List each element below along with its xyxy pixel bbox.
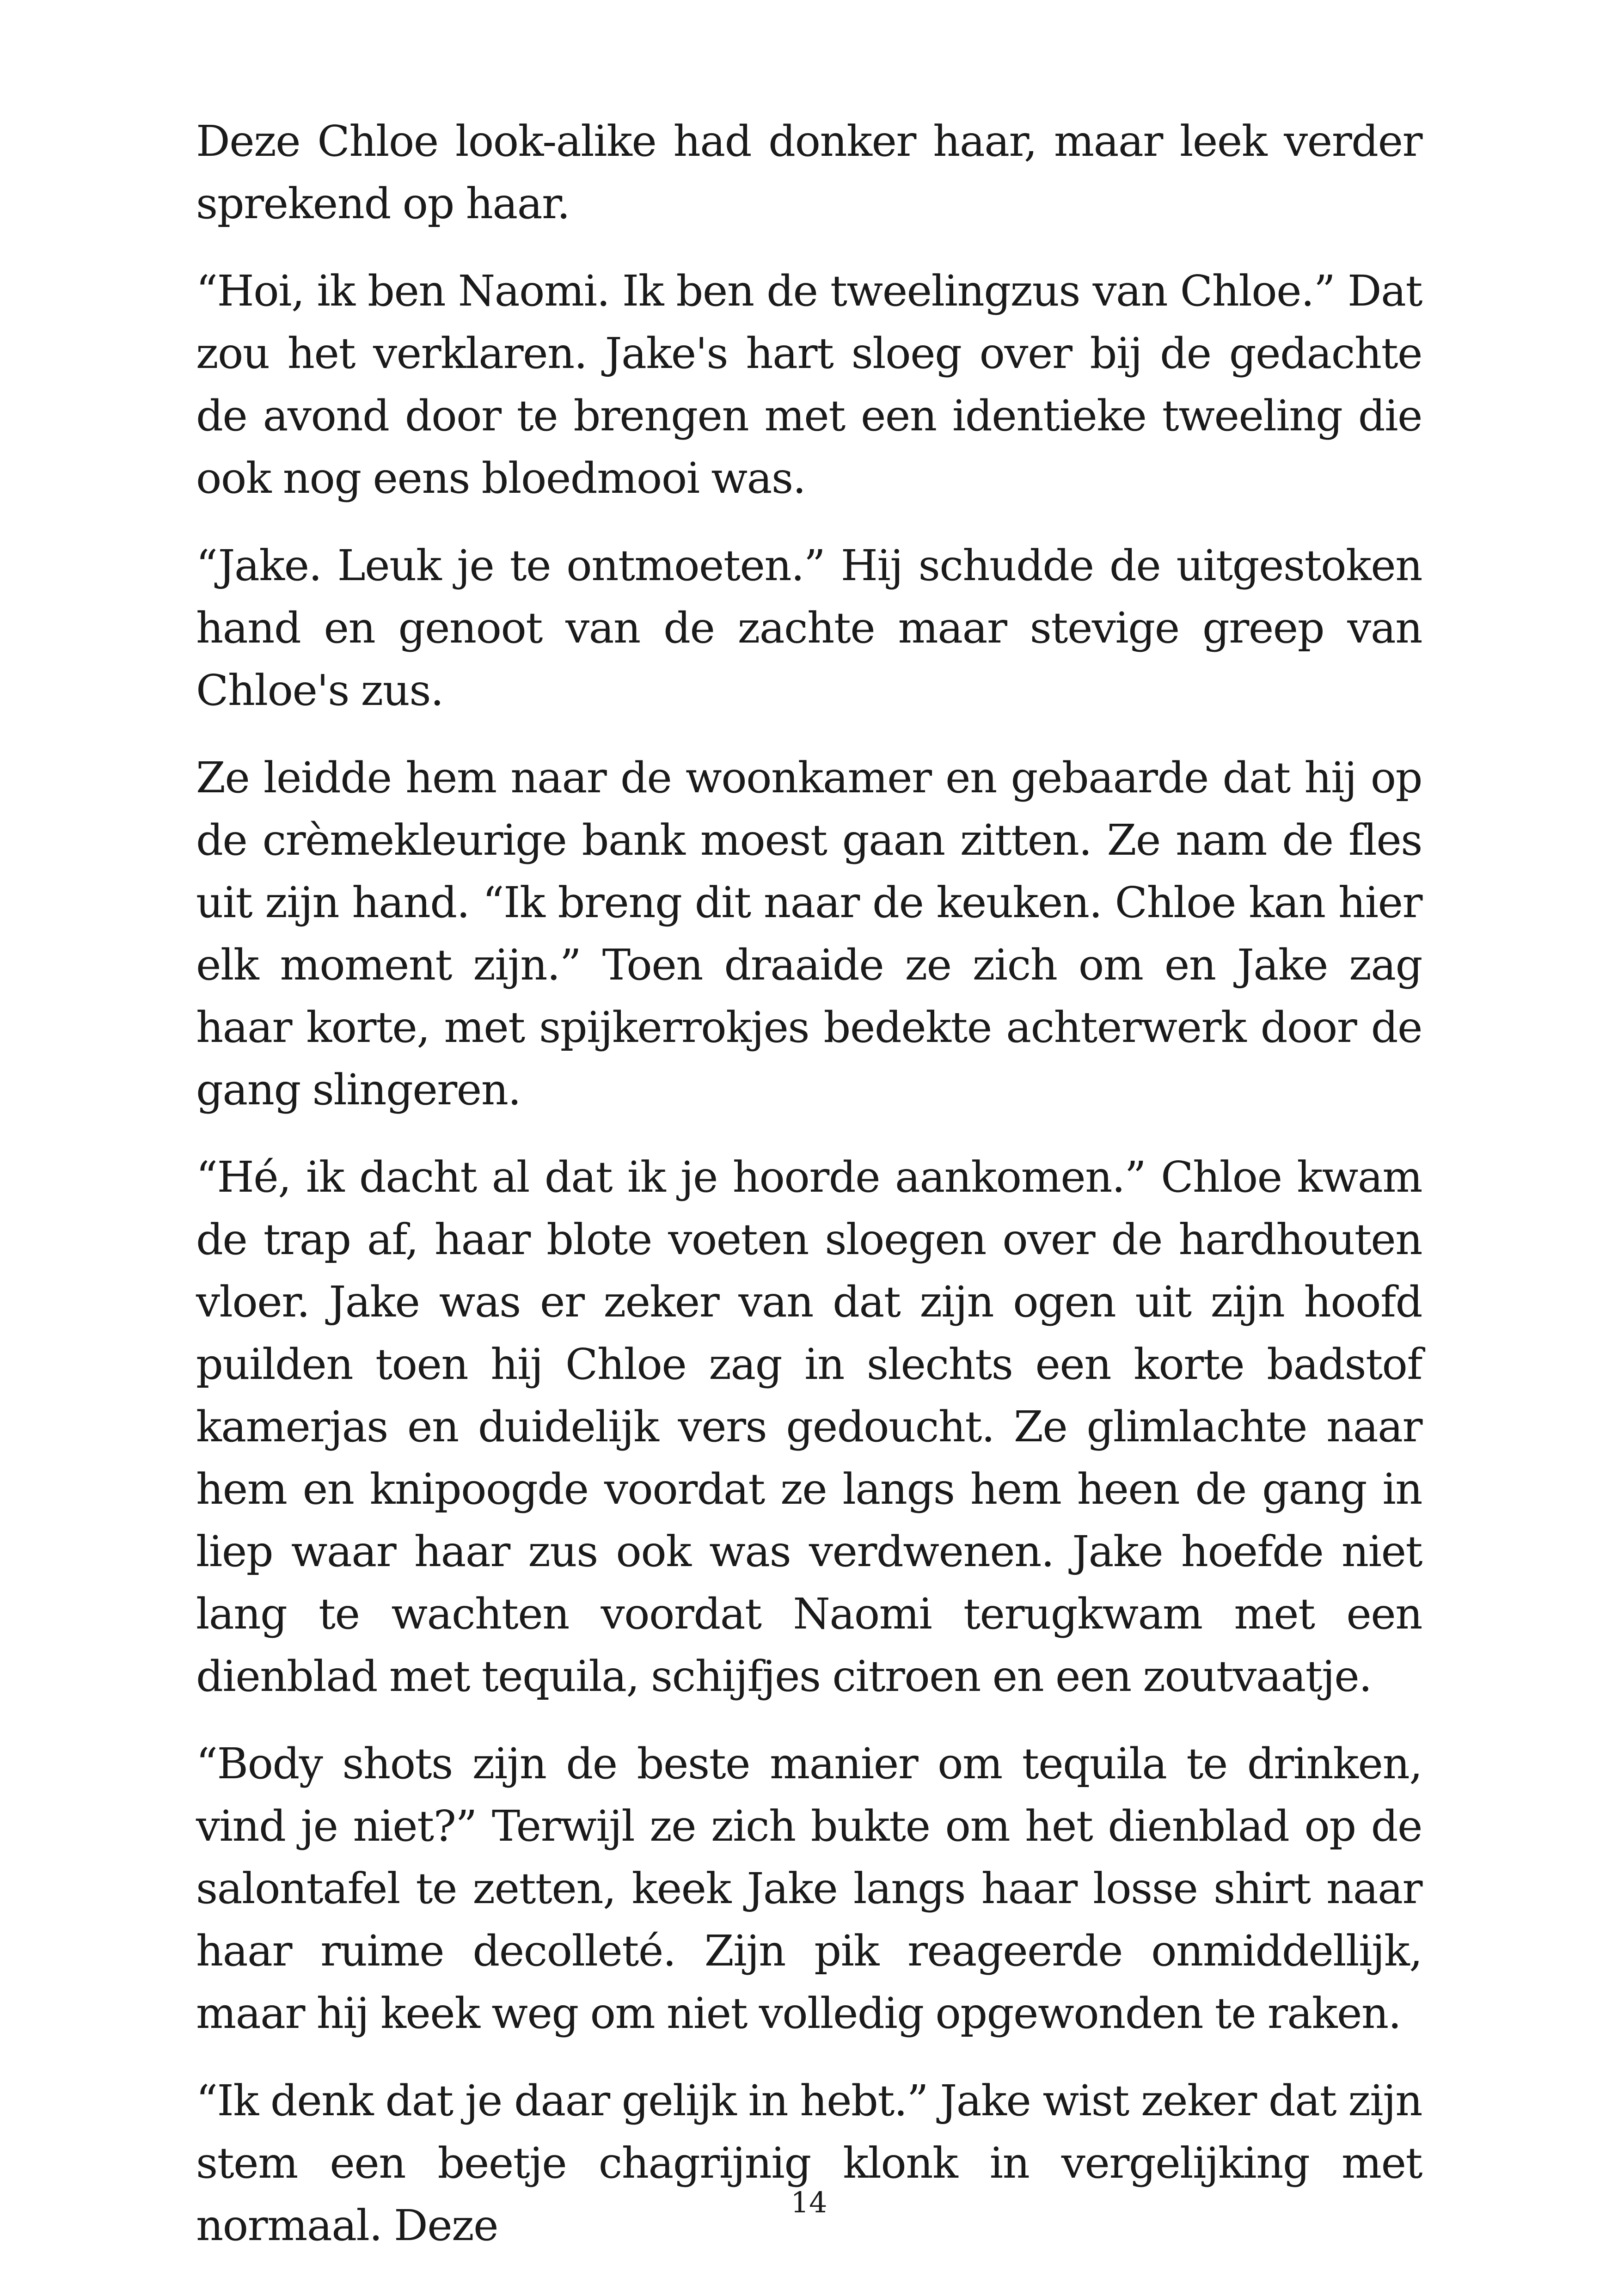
paragraph: “Hé, ik dacht al dat ik je hoorde aankomen.” Chloe kwam de trap af, haar blote voeten sloegen over de hardhouten vloer. Jake was er zeker van dat zijn ogen uit zijn hoofd puilden toen hij Chloe zag in slechts een korte badstof kamerjas en duidelijk vers gedoucht. Ze glimlachte naar hem en knipoogde voordat ze langs hem heen de gang in liep waar haar zus ook was verdwenen. Jake hoefde niet lang te wachten voordat Naomi terugkwam met een dienblad met tequila, schijfjes citroen en een zoutvaatje.: [196, 1152, 1422, 1701]
page-body: [196, 110, 1422, 2257]
paragraph: Deze Chloe look-alike had donker haar, maar leek verder sprekend op haar.: [196, 116, 1422, 228]
paragraph: “Ik denk dat je daar gelijk in hebt.” Jake wist zeker dat zijn stem een beetje chagrijnig klonk in vergelijking met normaal. Deze: [196, 2076, 1422, 2250]
page-number: 14: [791, 2186, 827, 2219]
paragraph: Ze leidde hem naar de woonkamer en gebaarde dat hij op de crèmekleurige bank moest gaan zitten. Ze nam de fles uit zijn hand. “Ik breng dit naar de keuken. Chloe kan hier elk moment zijn.” Toen draaide ze zich om en Jake zag haar korte, met spijkerrokjes bedekte achterwerk door de gang slingeren.: [196, 753, 1422, 1114]
paragraph: “Hoi, ik ben Naomi. Ik ben de tweelingzus van Chloe.” Dat zou het verklaren. Jake's hart sloeg over bij de gedachte de avond door te brengen met een identieke tweeling die ook nog eens bloedmooi was.: [196, 266, 1422, 503]
paragraph: “Jake. Leuk je te ontmoeten.” Hij schudde de uitgestoken hand en genoot van de zachte maar stevige greep van Chloe's zus.: [196, 541, 1422, 715]
paragraph: “Body shots zijn de beste manier om tequila te drinken, vind je niet?” Terwijl ze zich bukte om het dienblad op de salontafel te zetten, keek Jake langs haar losse shirt naar haar ruime decolleté. Zijn pik reageerde onmiddellijk, maar hij keek weg om niet volledig opgewonden te raken.: [196, 1739, 1422, 2038]
